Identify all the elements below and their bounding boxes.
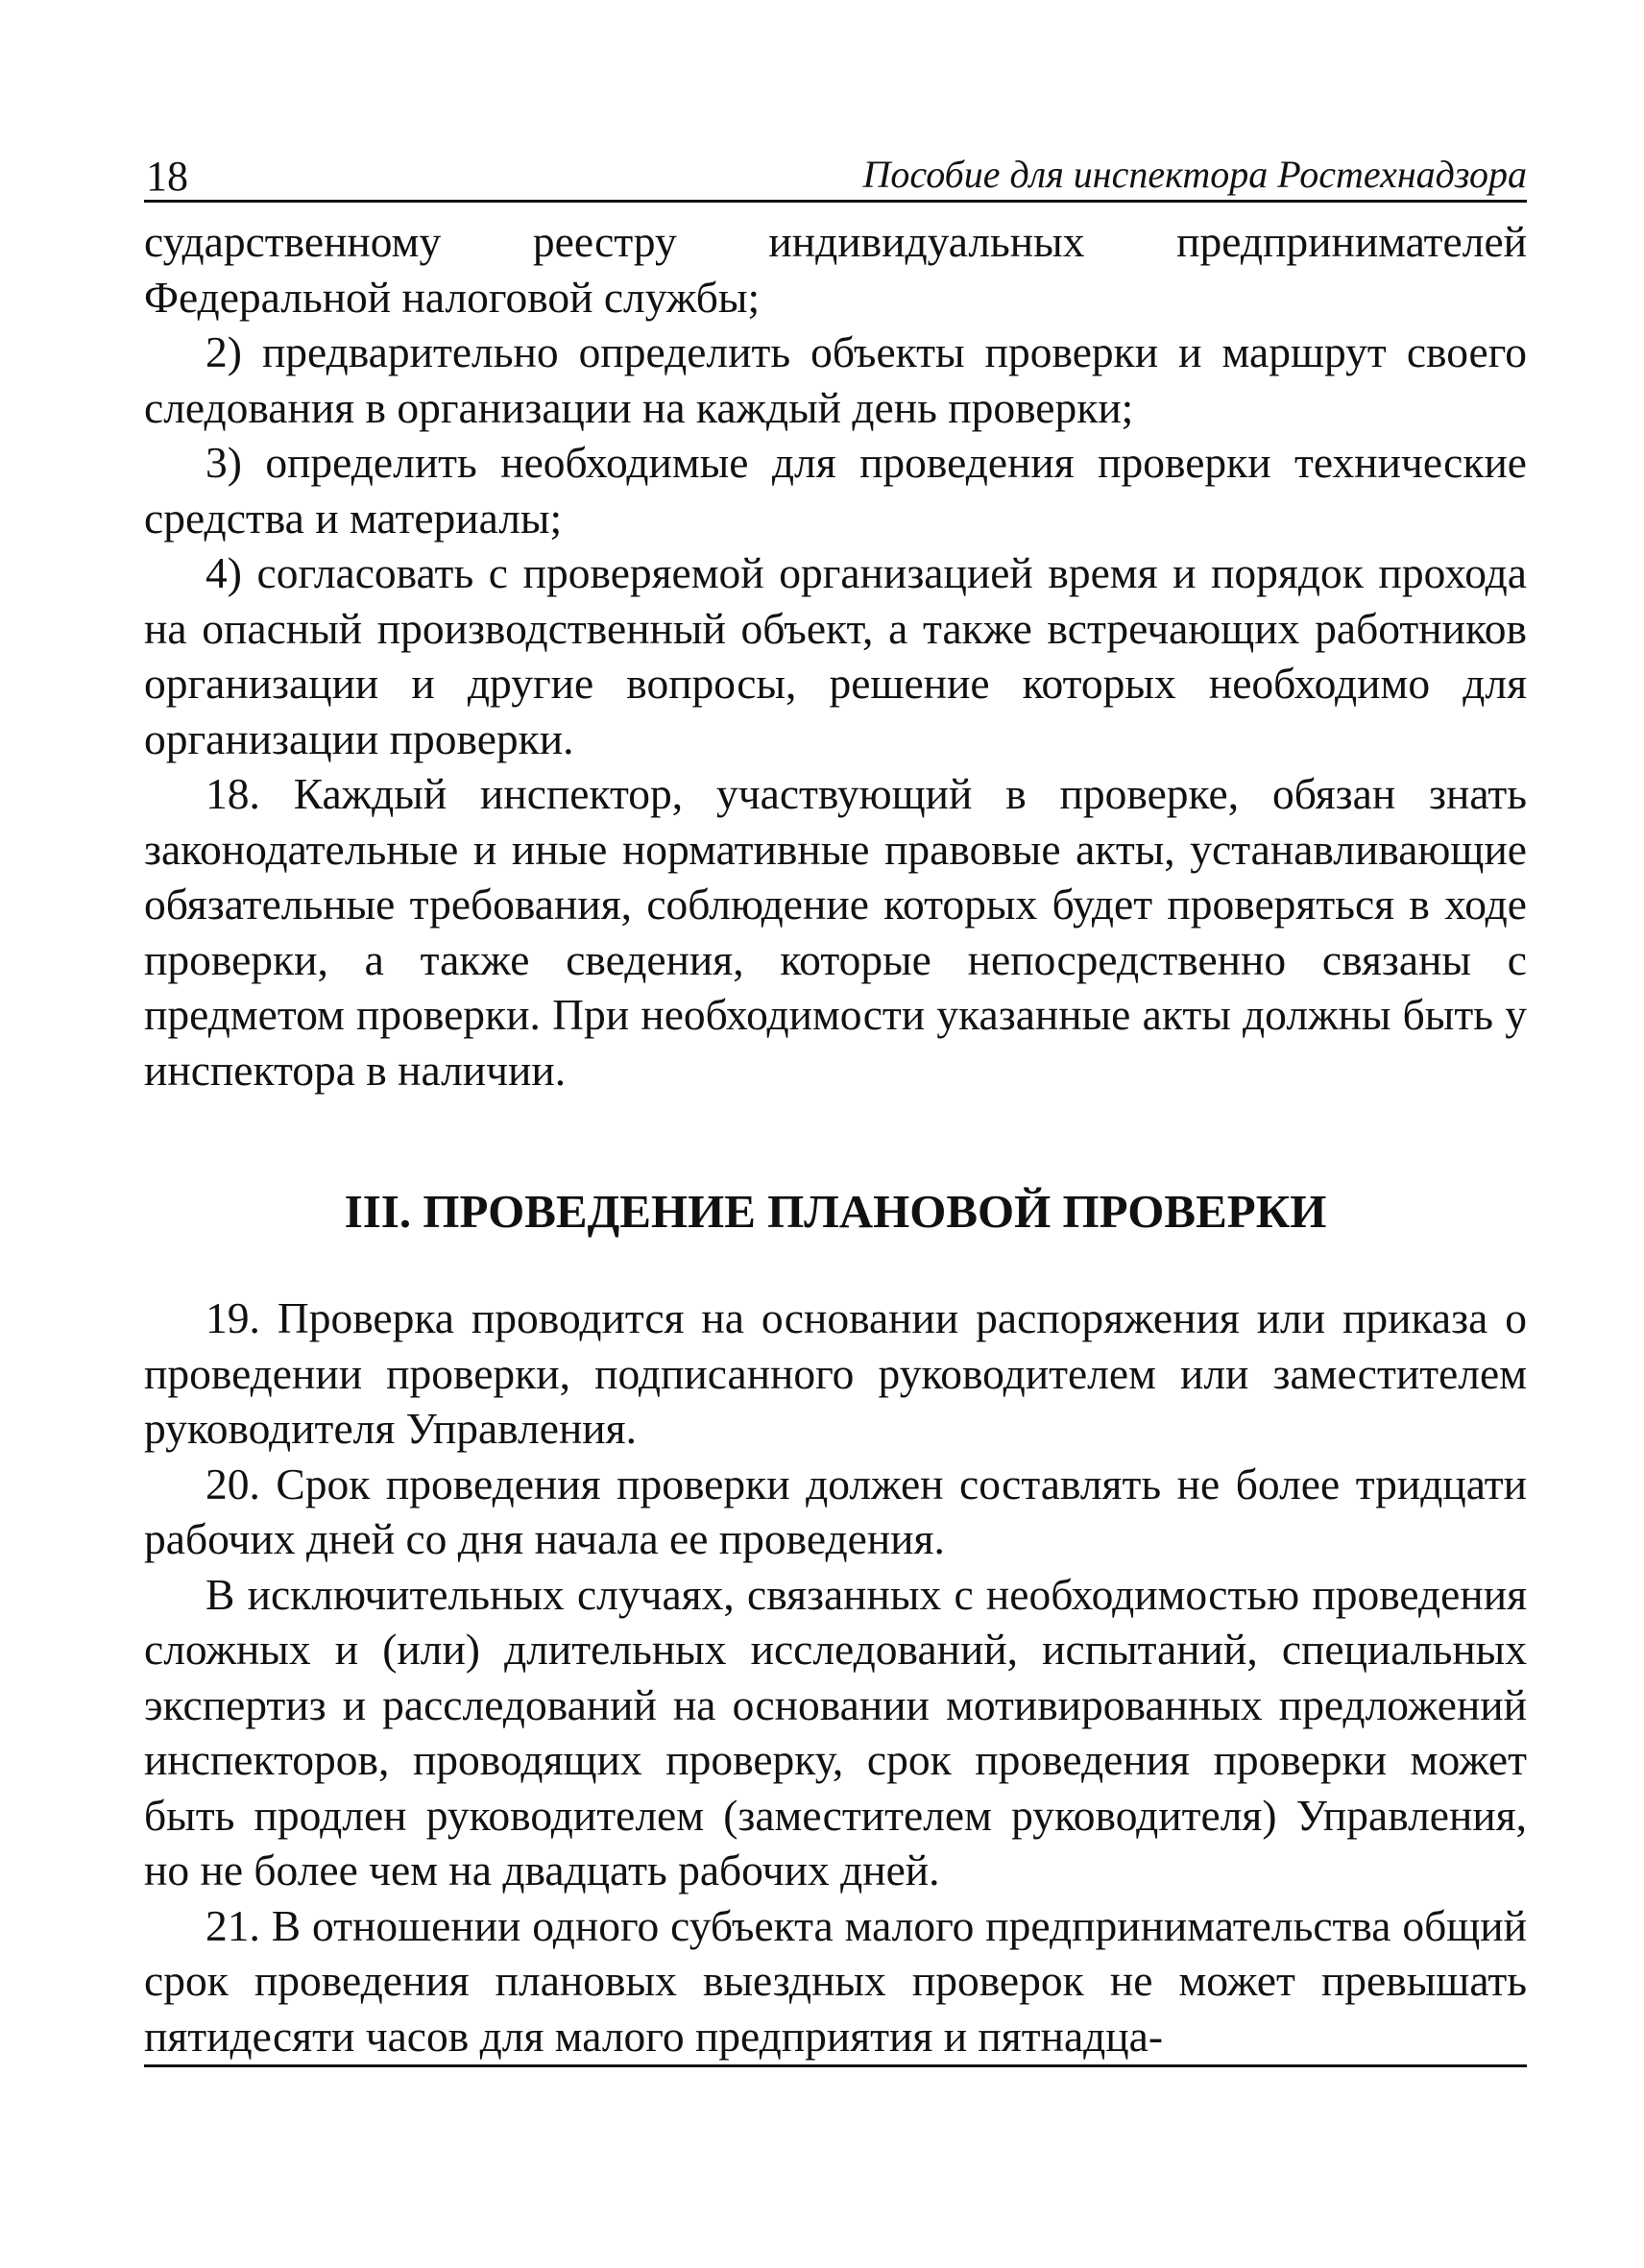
running-title: Пособие для инспектора Ростехнадзора [862,153,1527,196]
footer-rule [144,2064,1527,2067]
page-number: 18 [146,153,188,200]
paragraph: 18. Каждый инспектор, участвующий в проверке, обязан знать законодательные и иные нормативные правовые акты, устанавливающие обязательные требования, соблюдение которых будет проверяться в ходе проверки, а также сведения, которые непосредственно связаны с предметом проверки. При необходимости указанные акты должны быть у инспектора в наличии. [144,769,1527,1095]
paragraph: 2) предварительно определить объекты проверки и маршрут своего следования в организации на каждый день проверки; [144,327,1527,432]
paragraph: 4) согласовать с проверяемой организацией время и порядок прохода на опасный производственный объект, а также встречающих работников организации и другие вопросы, решение которых необходимо для организации проверки. [144,548,1527,763]
paragraph: 3) определить необходимые для проведения проверки технические средства и материалы; [144,438,1527,543]
section-heading: III. ПРОВЕДЕНИЕ ПЛАНОВОЙ ПРОВЕРКИ [344,1185,1327,1238]
book-page [144,144,1527,2063]
page-header [144,144,1527,203]
paragraph: сударственному реестру индивидуальных предпринимателей Федеральной налоговой службы; [144,217,1527,322]
paragraph: 20. Срок проведения проверки должен составлять не более тридцати рабочих дней со дня начала ее проведения. [144,1459,1527,1563]
paragraph: 21. В отношении одного субъекта малого предпринимательства общий срок проведения плановых выездных проверок не может превышать пятидесяти часов для малого предприятия и пятнадца- [144,1900,1527,2061]
paragraph: В исключительных случаях, связанных с необходимостью проведения сложных и (или) длительных исследований, испытаний, специальных экспертиз и расследований на основании мотивированных предложений инспекторов, проводящих проверку, срок проведения проверки может быть продлен руководителем (заместителем руководителя) Управления, но не более чем на двадцать рабочих дней. [144,1569,1527,1894]
paragraph: 19. Проверка проводится на основании распоряжения или приказа о проведении проверки, подписанного руководителем или заместителем руководителя Управления. [144,1293,1527,1453]
page-body [144,214,1527,2063]
